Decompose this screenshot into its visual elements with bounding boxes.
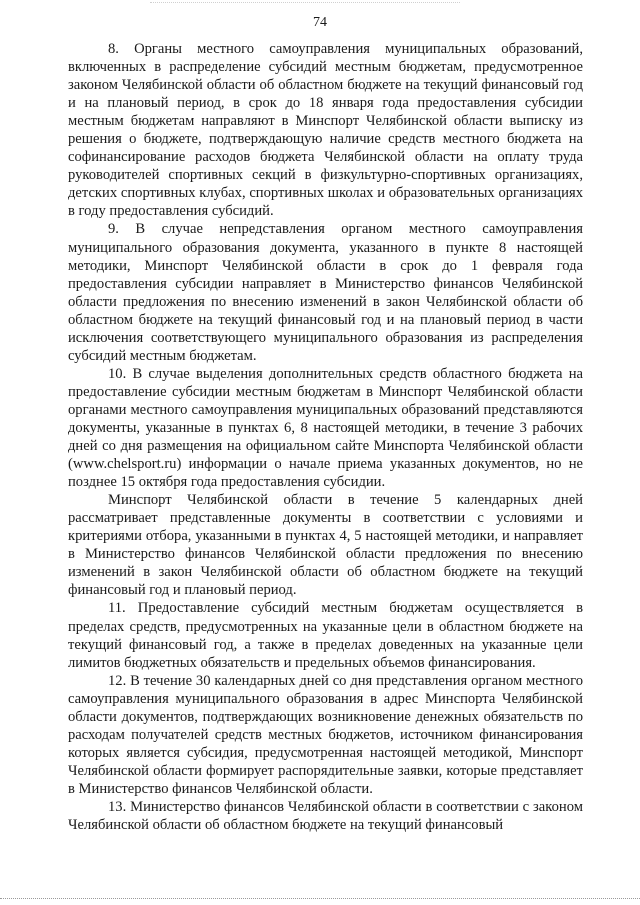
paragraph-10: 10. В случае выделения дополнительных средств областного бюджета на предоставление субсидии местным бюджетам в Минспорт Челябинской области органами местного самоуправления муниципальных образований представляются документы, указанные в пунктах 6, 8 настоящей методики, в течение 3 рабочих дней со дня размещения на официальном сайте Минспорта Челябинской области (www.chelsport.ru) информации о начале приема указанных документов, но не позднее 15 октября года предоставления субсидии. <box>68 365 583 491</box>
document-body <box>68 40 583 834</box>
paragraph-11: 11. Предоставление субсидий местным бюджетам осуществляется в пределах средств, предусмотренных на указанные цели в областном бюджете на текущий финансовый год, а также в пределах доведенных на указанные цели лимитов бюджетных обязательств и предельных объемов финансирования. <box>68 600 583 671</box>
page-bottom-edge <box>0 898 640 899</box>
scan-edge-artifact <box>150 2 460 3</box>
paragraph-9: 9. В случае непредставления органом местного самоуправления муниципального образования документа, указанного в пункте 8 настоящей методики, Минспорт Челябинской области в срок до 1 февраля года предоставления субсидии направляет в Министерство финансов Челябинской области предложения по внесению изменений в закон Челябинской области об областном бюджете на текущий финансовый год и на плановый период в части исключения соответствующего муниципального образования из распределения субсидий местным бюджетам. <box>68 221 583 364</box>
page-number: 74 <box>313 15 327 30</box>
paragraph-10-continuation: Минспорт Челябинской области в течение 5 календарных дней рассматривает представленные документы в соответствии с условиями и критериями отбора, указанными в пунктах 4, 5 настоящей методики, и направляет в Министерство финансов Челябинской области предложения по внесению изменений в закон Челябинской области об областном бюджете на текущий финансовый год и плановый период. <box>68 492 583 599</box>
paragraph-8: 8. Органы местного самоуправления муниципальных образований, включенных в распределение субсидий местным бюджетам, предусмотренное законом Челябинской области об областном бюджете на текущий финансовый год и на плановый период, в срок до 18 января года предоставления субсидии местным бюджетам направляют в Минспорт Челябинской области выписку из решения о бюджете, подтверждающую наличие средств местного бюджета на софинансирование расходов бюджета Челябинской области на оплату труда руководителей спортивных секций в физкультурно-спортивных организациях, детских спортивных клубах, спортивных школах и образовательных организациях в году предоставления субсидий. <box>68 41 583 220</box>
paragraph-12: 12. В течение 30 календарных дней со дня представления органом местного самоуправления муниципального образования в адрес Минспорта Челябинской области документов, подтверждающих возникновение денежных обязательств по расходам получателей средств местных бюджетов, источником финансирования которых является субсидия, предусмотренная настоящей методикой, Минспорт Челябинской области формирует распорядительные заявки, которые представляет в Министерство финансов Челябинской области. <box>68 672 583 797</box>
paragraph-13: 13. Министерство финансов Челябинской области в соответствии с законом Челябинской области об областном бюджете на текущий финансовый <box>68 798 583 834</box>
